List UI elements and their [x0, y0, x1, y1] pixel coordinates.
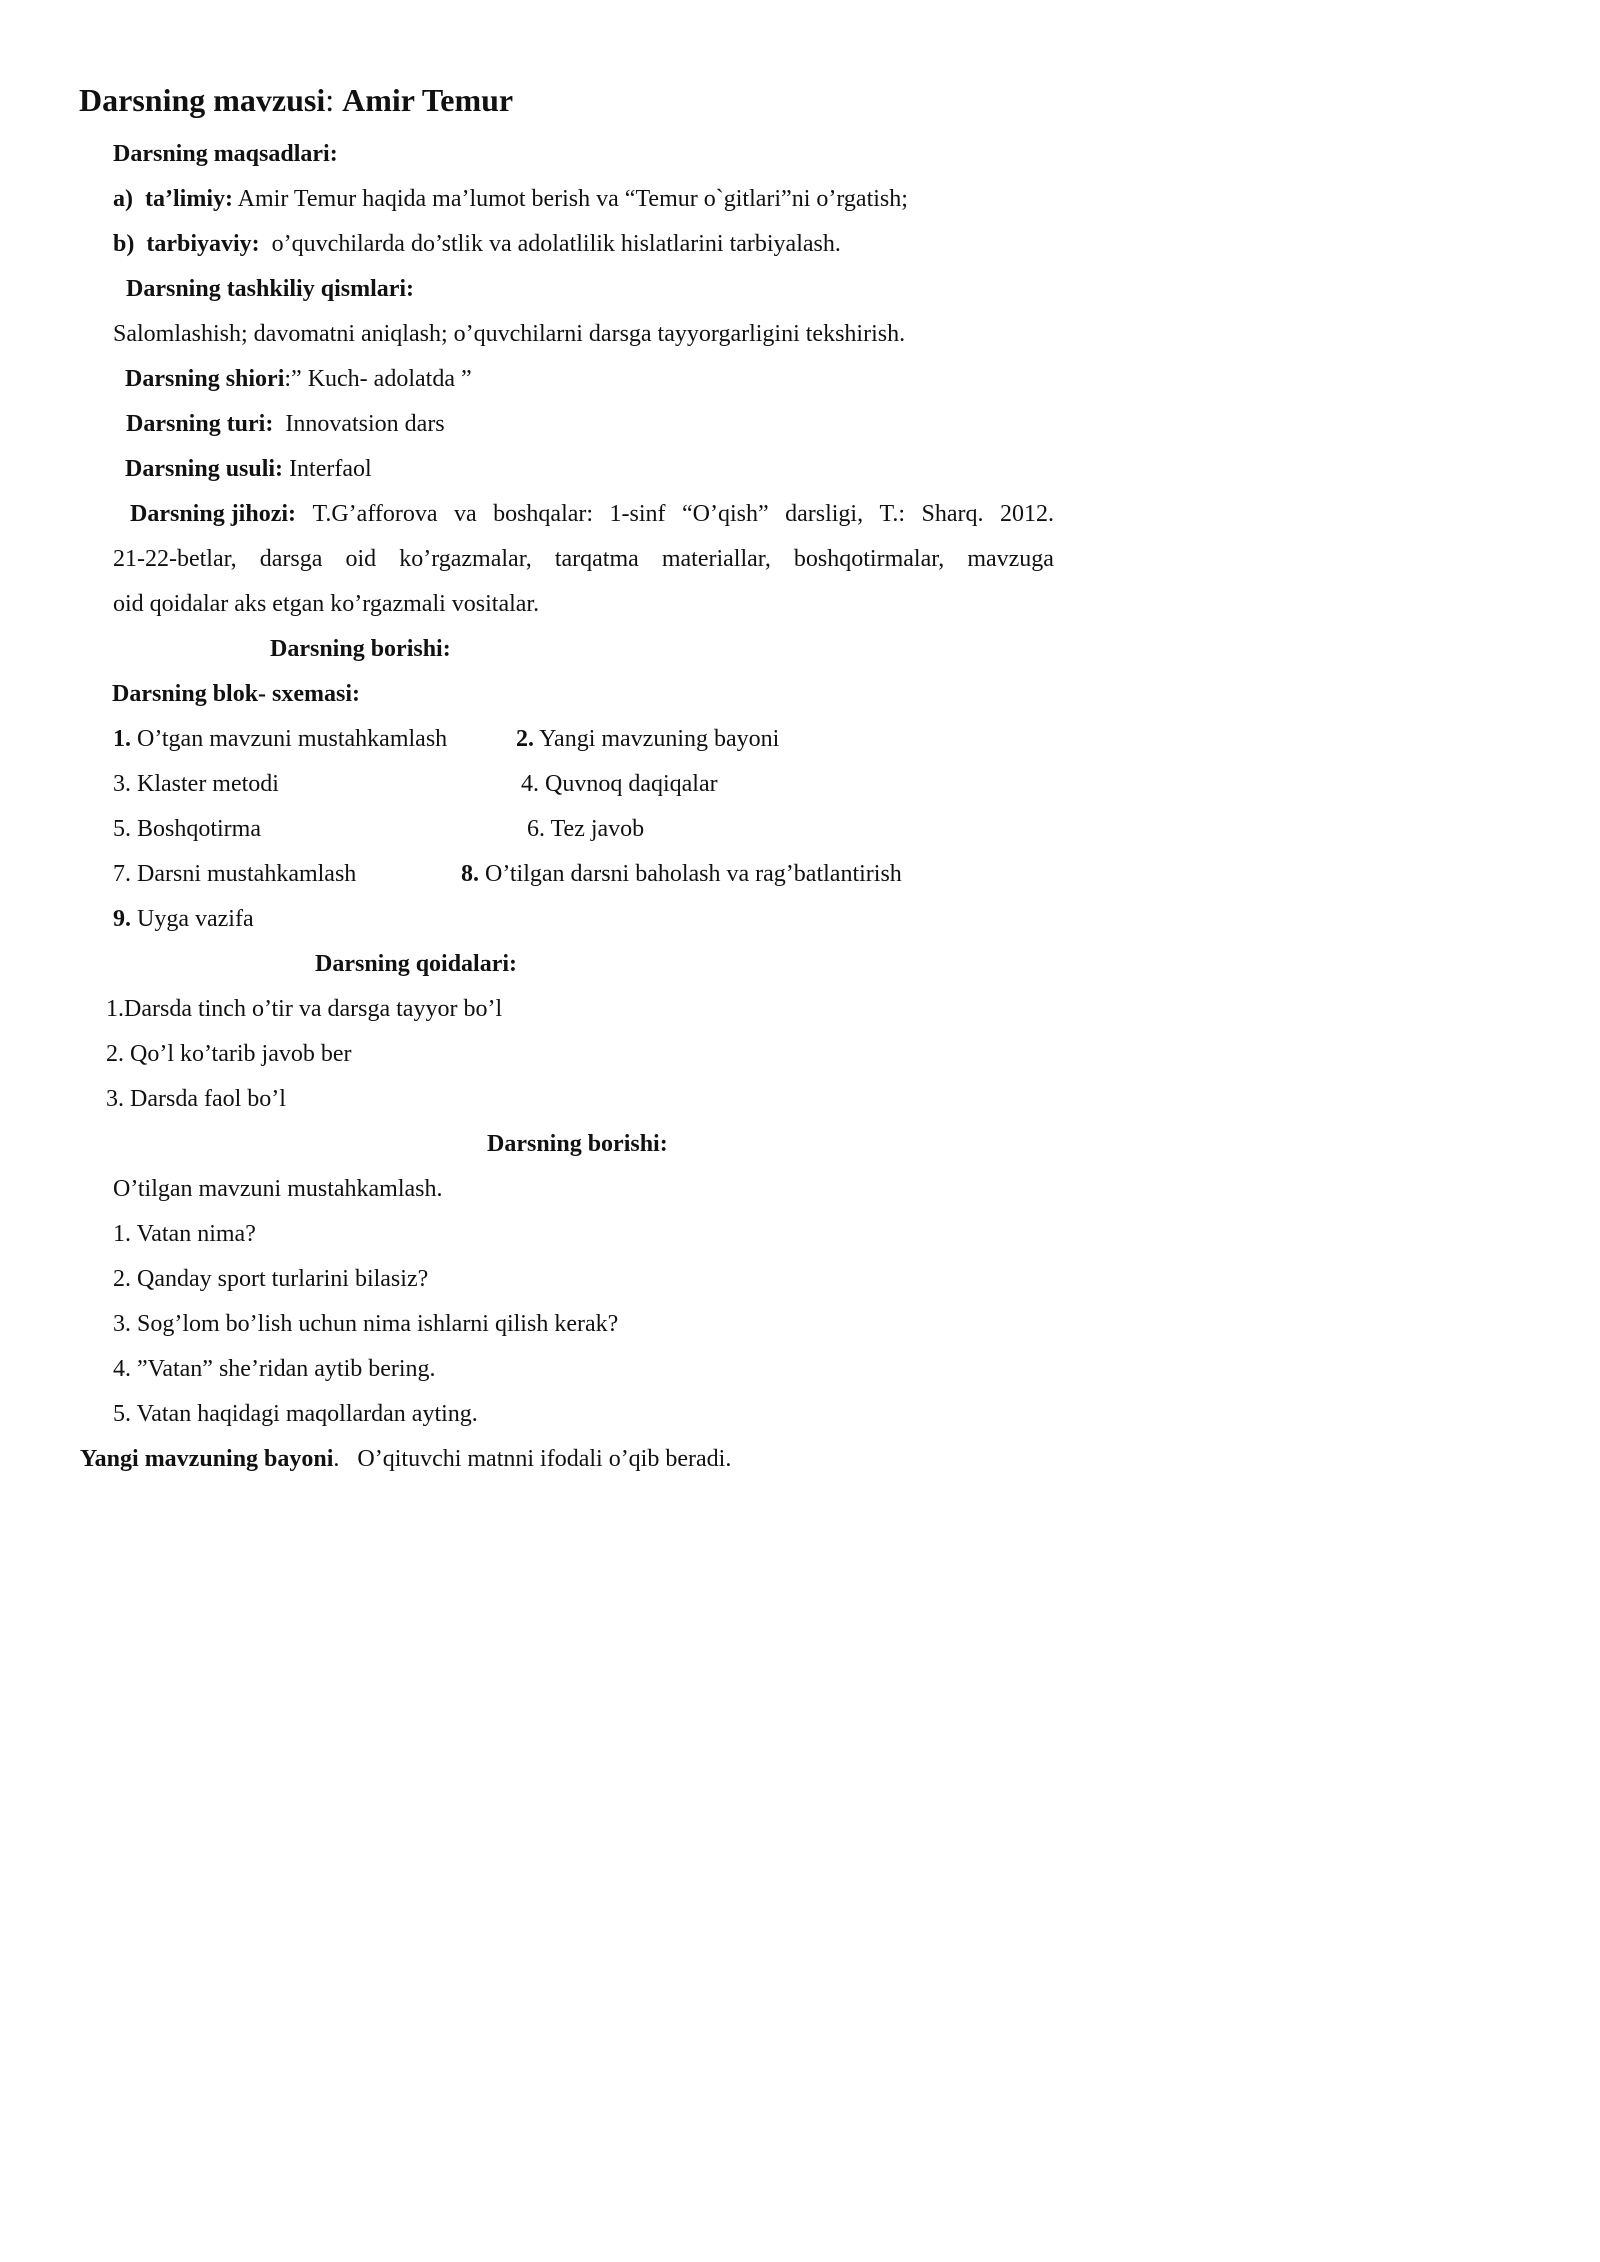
rule-item: 1.Darsda tinch o’tir va darsga tayyor bo’l [106, 996, 503, 1022]
goal-b-text: o’quvchilarda do’stlik va adolatlilik hislatlarini tarbiyalash. [271, 231, 841, 257]
equipment-line-2 [113, 545, 1054, 574]
organization-heading: Darsning tashkiliy qismlari: [126, 276, 415, 302]
document-title [79, 81, 513, 119]
scheme-item [113, 815, 261, 844]
motto-text: :” Kuch- adolatda ” [284, 366, 472, 392]
scheme-item-text: O’tilgan darsni baholash va rag’batlantirish [479, 861, 902, 887]
equipment-word: 1-sinf [609, 501, 666, 527]
scheme-item-text: O’tgan mavzuni mustahkamlash [131, 726, 448, 752]
scheme-item-number: 9. [113, 906, 131, 932]
goal-b [113, 230, 841, 259]
scheme-item-text: Quvnoq daqiqalar [539, 771, 718, 797]
progress-heading: Darsning borishi: [270, 636, 451, 662]
scheme-item-text: Darsni mustahkamlash [131, 861, 357, 887]
new-topic-separator: . [333, 1446, 340, 1472]
goal-a-text: Amir Temur haqida ma’lumot berish va “Temur o`gitlari”ni o’rgatish; [237, 186, 908, 212]
question-item: 4. ”Vatan” she’ridan aytib bering. [113, 1356, 436, 1382]
new-topic-label: Yangi mavzuning bayoni [80, 1446, 334, 1472]
scheme-item-text: Klaster metodi [131, 771, 279, 797]
equipment-word: boshqalar: [493, 501, 594, 527]
method-label: Darsning usuli: [125, 456, 284, 482]
goals-heading: Darsning maqsadlari: [113, 141, 338, 167]
scheme-item [521, 770, 718, 799]
method-line [125, 455, 372, 484]
type-label: Darsning turi: [126, 411, 274, 437]
scheme-item-number: 8. [461, 861, 479, 887]
scheme-item-number: 1. [113, 726, 131, 752]
equipment-word: 21-22-betlar, [113, 546, 237, 572]
scheme-item-text: Yangi mavzuning bayoni [534, 726, 780, 752]
scheme-item-number: 3. [113, 771, 131, 797]
question-item: 1. Vatan nima? [113, 1221, 256, 1247]
scheme-item [113, 905, 254, 934]
progress-heading-2: Darsning borishi: [487, 1131, 668, 1157]
equipment-word: T.: [879, 501, 906, 527]
equipment-word: darsligi, [785, 501, 864, 527]
equipment-word: darsga [259, 546, 323, 572]
title-label: Darsning mavzusi [79, 82, 326, 118]
scheme-item [516, 725, 779, 754]
scheme-item-text: Boshqotirma [131, 816, 261, 842]
motto-label: Darsning shiori [125, 366, 285, 392]
method-text: Interfaol [289, 456, 372, 482]
question-item: 3. Sog’lom bo’lish uchun nima ishlarni qilish kerak? [113, 1311, 619, 1337]
equipment-word: “O’qish” [681, 501, 769, 527]
equipment-word: mavzuga [967, 546, 1054, 572]
scheme-item [461, 860, 902, 889]
equipment-word: boshqotirmalar, [793, 546, 945, 572]
equipment-word: tarqatma [554, 546, 639, 572]
equipment-word: 2012. [999, 501, 1054, 527]
scheme-item-number: 2. [516, 726, 534, 752]
scheme-item [113, 725, 447, 754]
equipment-word: ko’rgazmalar, [399, 546, 532, 572]
motto-line [125, 365, 472, 394]
organization-text: Salomlashish; davomatni aniqlash; o’quvchilarni darsga tayyorgarligini tekshirish. [113, 321, 906, 347]
scheme-item-text: Tez javob [545, 816, 645, 842]
goal-a-marker: a) [113, 186, 133, 212]
title-separator: : [325, 82, 343, 118]
type-line [126, 410, 445, 439]
scheme-item [113, 860, 356, 889]
block-scheme-heading: Darsning blok- sxemasi: [112, 681, 361, 707]
goal-b-label: tarbiyaviy: [146, 231, 260, 257]
goal-b-marker: b) [113, 231, 135, 257]
rules-heading: Darsning qoidalari: [315, 951, 518, 977]
equipment-word: materiallar, [661, 546, 771, 572]
equipment-line-3: oid qoidalar aks etgan ko’rgazmali vositalar. [113, 591, 540, 617]
scheme-item-text: Uyga vazifa [131, 906, 254, 932]
equipment-line-1 [130, 500, 1054, 529]
equipment-word: oid [345, 546, 377, 572]
goal-a-label: ta’limiy: [145, 186, 233, 212]
goal-a [113, 185, 908, 214]
scheme-item [527, 815, 644, 844]
equipment-word: Sharq. [921, 501, 984, 527]
title-topic: Amir Temur [342, 82, 514, 118]
equipment-word: T.G’afforova [312, 501, 438, 527]
equipment-word: va [453, 501, 477, 527]
equipment-label: Darsning jihozi: [130, 501, 297, 527]
type-text: Innovatsion dars [285, 411, 445, 437]
rule-item: 3. Darsda faol bo’l [106, 1086, 286, 1112]
new-topic-line [80, 1445, 731, 1474]
scheme-item [113, 770, 279, 799]
scheme-item-number: 4. [521, 771, 539, 797]
question-item: 2. Qanday sport turlarini bilasiz? [113, 1266, 429, 1292]
progress-intro: O’tilgan mavzuni mustahkamlash. [113, 1176, 443, 1202]
scheme-item-number: 7. [113, 861, 131, 887]
scheme-item-number: 6. [527, 816, 545, 842]
rule-item: 2. Qo’l ko’tarib javob ber [106, 1041, 352, 1067]
question-item: 5. Vatan haqidagi maqollardan ayting. [113, 1401, 478, 1427]
new-topic-text: O’qituvchi matnni ifodali o’qib beradi. [357, 1446, 732, 1472]
scheme-item-number: 5. [113, 816, 131, 842]
